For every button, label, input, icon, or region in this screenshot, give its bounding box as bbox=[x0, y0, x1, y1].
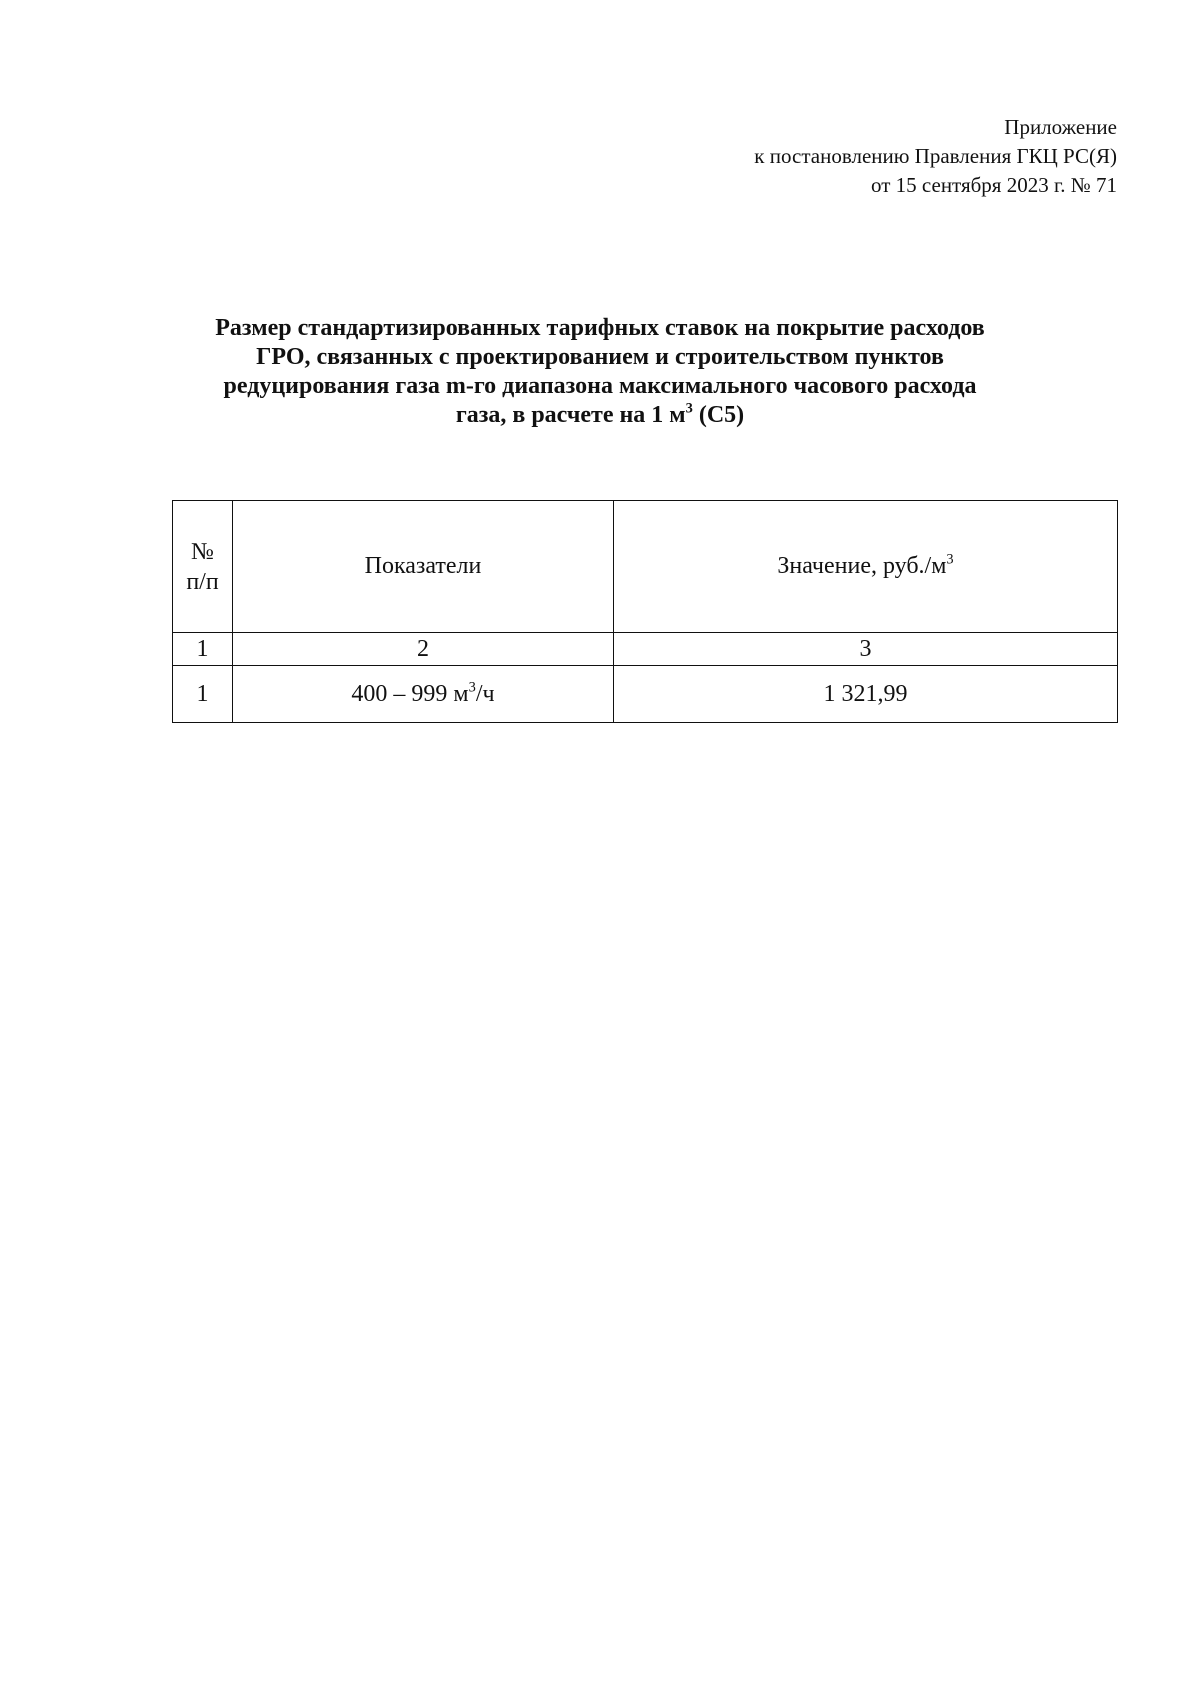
title-line-3: редуцирования газа m-го диапазона максимального часового расхода bbox=[223, 373, 977, 399]
header-number-pp: п/п bbox=[186, 568, 219, 595]
table-header-row bbox=[173, 501, 1118, 633]
title-line-4 bbox=[150, 401, 1050, 430]
header-value-cell bbox=[614, 501, 1118, 633]
document-title bbox=[150, 314, 1050, 430]
row-indicator-text: 400 – 999 м bbox=[351, 680, 469, 707]
title-line-1: Размер стандартизированных тарифных ставок на покрытие расходов bbox=[215, 315, 985, 341]
title-line-4-suffix: (С5) bbox=[692, 402, 745, 428]
title-line-2: ГРО, связанных с проектированием и строительством пунктов bbox=[256, 344, 944, 370]
row-indicator-suffix: /ч bbox=[475, 680, 495, 707]
row-indicator-cell bbox=[233, 666, 614, 723]
row-value-cell: 1 321,99 bbox=[614, 666, 1118, 723]
appendix-line-2: к постановлению Правления ГКЦ РС(Я) bbox=[754, 144, 1117, 168]
appendix-header bbox=[517, 113, 1117, 200]
header-value-text: Значение, руб./м bbox=[777, 553, 947, 579]
header-number-sign: № bbox=[191, 538, 214, 565]
appendix-line-1: Приложение bbox=[1004, 115, 1117, 139]
header-indicators-cell: Показатели bbox=[233, 501, 614, 633]
row-indicator-superscript: 3 bbox=[468, 679, 476, 696]
column-number-3: 3 bbox=[614, 633, 1118, 666]
column-numbers-row bbox=[173, 633, 1118, 666]
header-value-superscript: 3 bbox=[946, 551, 954, 568]
header-number-cell bbox=[173, 501, 233, 633]
table-row bbox=[173, 666, 1118, 723]
column-number-1: 1 bbox=[173, 633, 233, 666]
title-superscript: 3 bbox=[685, 400, 693, 417]
column-number-2: 2 bbox=[233, 633, 614, 666]
rates-table bbox=[172, 500, 1118, 723]
appendix-line-3: от 15 сентября 2023 г. № 71 bbox=[871, 173, 1117, 197]
row-number-cell: 1 bbox=[173, 666, 233, 723]
title-line-4-text: газа, в расчете на 1 м bbox=[455, 402, 686, 428]
